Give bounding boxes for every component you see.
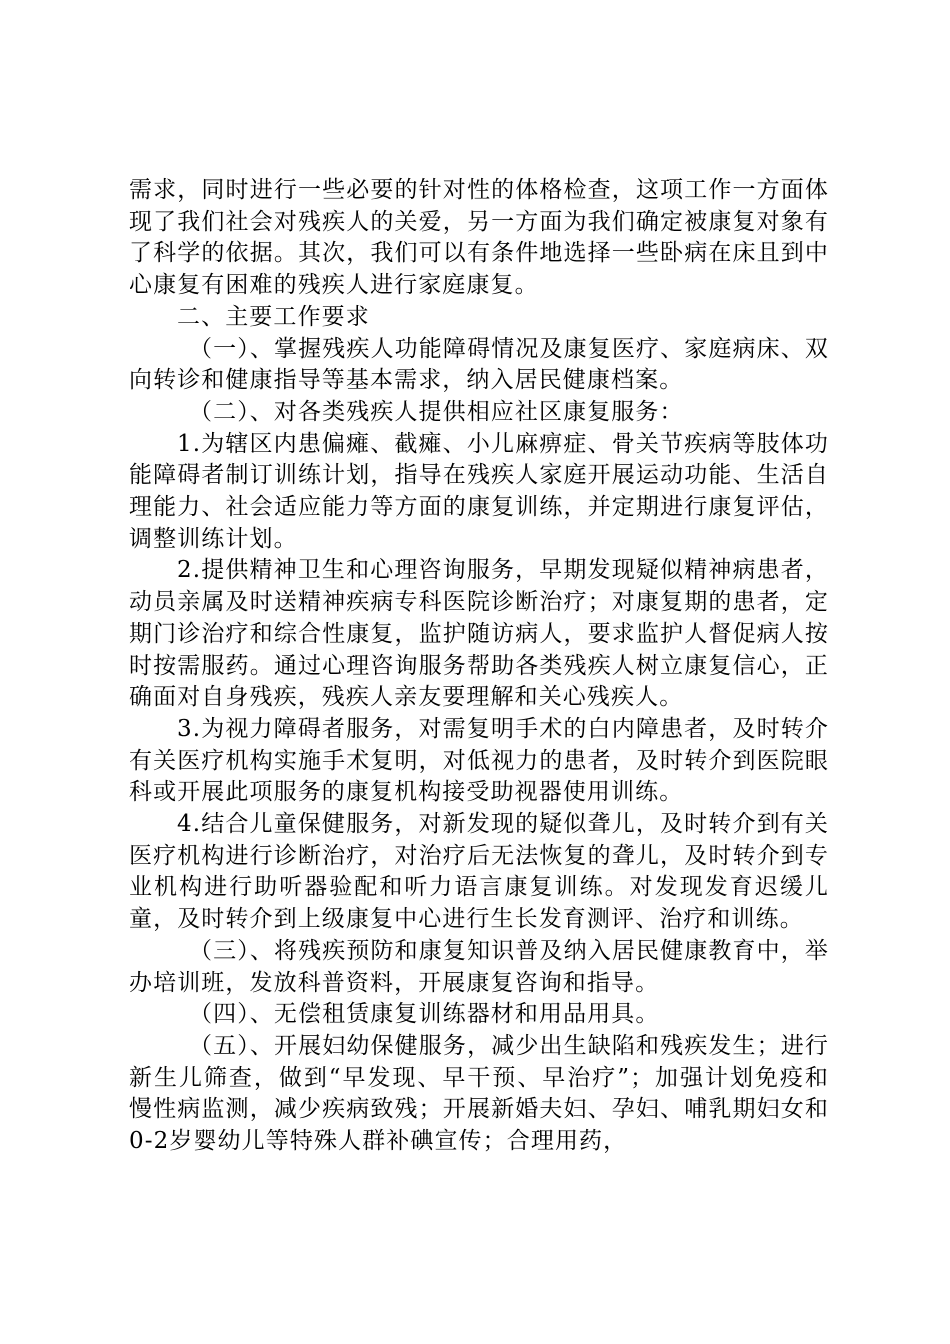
paragraph-sub-item-4: 4.结合儿童保健服务，对新发现的疑似聋儿，及时转介到有关医疗机构进行诊断治疗，对治疗后无法恢复的聋儿，及时转介到专业机构进行助听器验配和听力语言康复训练。对发现发育迟缓儿童，及时转介到上级康复中心进行生长发育测评、治疗和训练。 bbox=[129, 811, 829, 933]
paragraph-sub-item-3: 3.为视力障碍者服务，对需复明手术的白内障患者，及时转介有关医疗机构实施手术复明，对低视力的患者，及时转介到医院眼科或开展此项服务的康复机构接受助视器使用训练。 bbox=[129, 715, 829, 806]
document-body bbox=[129, 175, 829, 1158]
paragraph-continuation: 需求，同时进行一些必要的针对性的体格检查，这项工作一方面体现了我们社会对残疾人的关爱，另一方面为我们确定被康复对象有了科学的依据。其次，我们可以有条件地选择一些卧病在床且到中心康复有困难的残疾人进行家庭康复。 bbox=[129, 177, 829, 299]
paragraph-item-5: （五）、开展妇幼保健服务，减少出生缺陷和残疾发生；进行新生儿筛查，做到“早发现、早干预、早治疗”；加强计划免疫和慢性病监测，减少疾病致残；开展新婚夫妇、孕妇、哺乳期妇女和0-2岁婴幼儿等特殊人群补碘宣传；合理用药， bbox=[129, 1032, 829, 1155]
paragraph-item-4: （四）、无偿租赁康复训练器材和用品用具。 bbox=[189, 1001, 660, 1028]
section-heading: 二、主要工作要求 bbox=[177, 303, 370, 330]
paragraph-item-2: （二）、对各类残疾人提供相应社区康复服务： bbox=[189, 398, 684, 425]
paragraph-item-3: （三）、将残疾预防和康复知识普及纳入居民健康教育中，举办培训班，发放科普资料，开展康复咨询和指导。 bbox=[129, 937, 829, 996]
paragraph-sub-item-2: 2.提供精神卫生和心理咨询服务，早期发现疑似精神病患者，动员亲属及时送精神疾病专科医院诊断治疗；对康复期的患者，定期门诊治疗和综合性康复，监护随访病人，要求监护人督促病人按时按需服药。通过心理咨询服务帮助各类残疾人树立康复信心，正确面对自身残疾，残疾人亲友要理解和关心残疾人。 bbox=[129, 557, 829, 711]
paragraph-sub-item-1: 1.为辖区内患偏瘫、截瘫、小儿麻痹症、骨关节疾病等肢体功能障碍者制订训练计划，指导在残疾人家庭开展运动功能、生活自理能力、社会适应能力等方面的康复训练，并定期进行康复评估，调整训练计划。 bbox=[129, 430, 829, 552]
paragraph-item-1: （一）、掌握残疾人功能障碍情况及康复医疗、家庭病床、双向转诊和健康指导等基本需求，纳入居民健康档案。 bbox=[129, 335, 829, 394]
